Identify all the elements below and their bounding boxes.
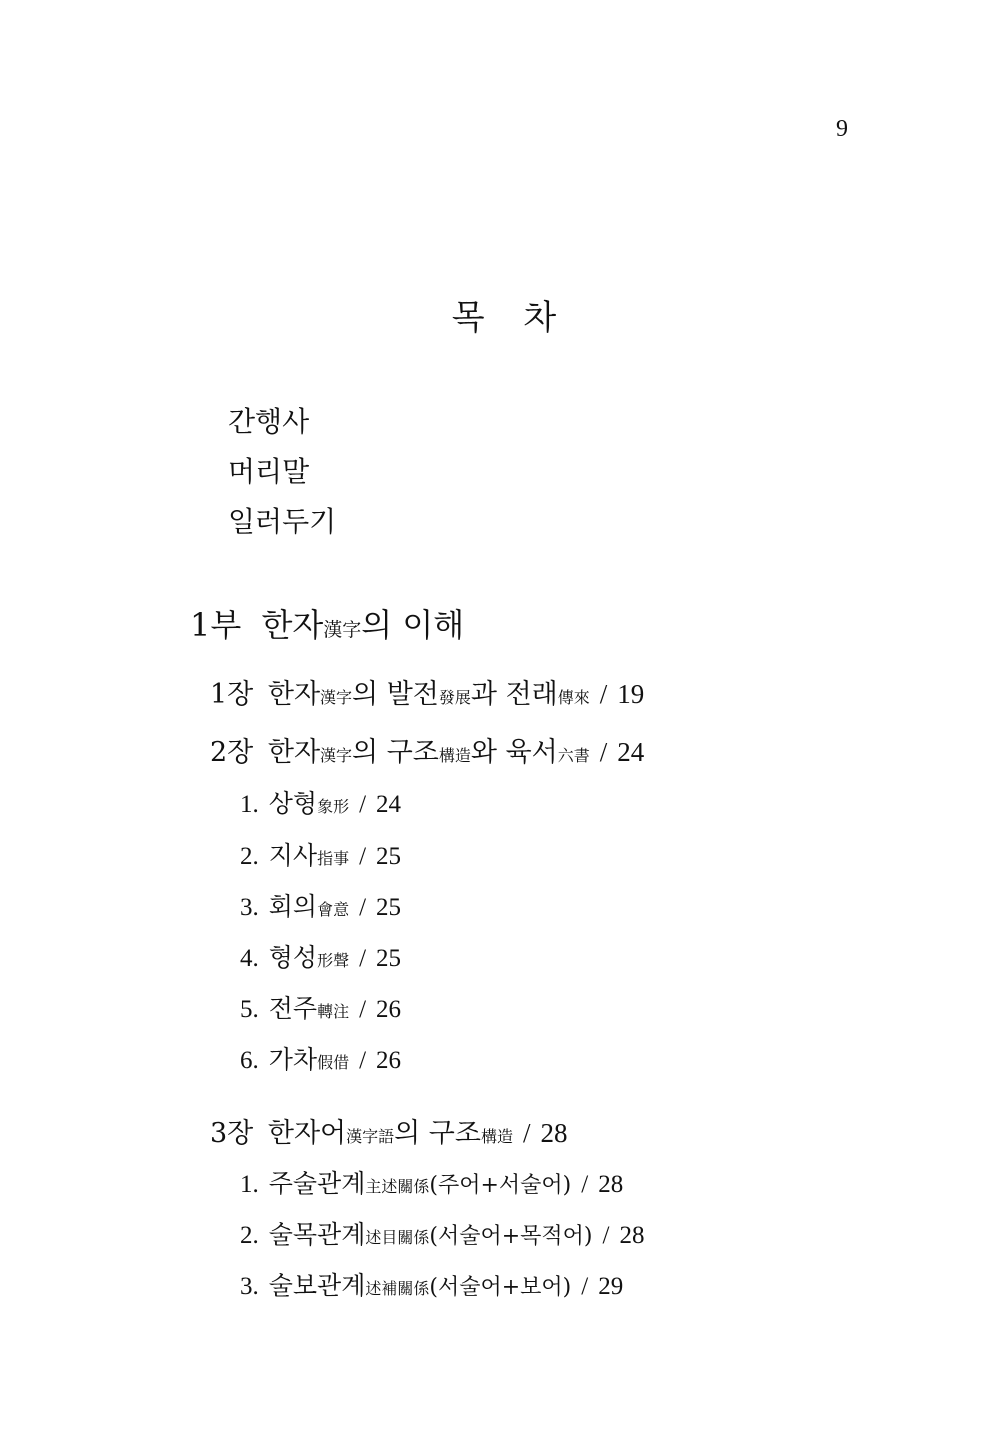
page-ref: 24 xyxy=(617,737,645,767)
page-ref: 28 xyxy=(598,1171,624,1198)
section-hanja: 假借 xyxy=(317,1053,350,1072)
chapter-title: 의 구조 xyxy=(352,737,439,768)
separator: / xyxy=(359,894,367,921)
page-ref: 19 xyxy=(617,679,645,709)
chapter-hanja: 漢字語 xyxy=(346,1127,395,1146)
section-title: 가차 xyxy=(268,1045,318,1074)
section-title: 술목관계 xyxy=(268,1220,366,1249)
section-entry[interactable] xyxy=(240,1266,623,1302)
section-hanja: 述補關係 xyxy=(365,1279,430,1298)
section-title: 전주 xyxy=(268,994,318,1023)
section-number: 3. xyxy=(240,894,259,921)
separator: / xyxy=(359,791,367,818)
chapter-entry[interactable] xyxy=(210,1111,568,1150)
chapter-hanja: 漢字 xyxy=(320,688,353,707)
section-entry[interactable] xyxy=(240,938,401,974)
part-title: 한자 xyxy=(261,606,324,644)
chapter-entry[interactable] xyxy=(210,672,644,711)
front-matter-item[interactable]: 머리말 xyxy=(228,455,310,488)
section-title: 주술관계 xyxy=(268,1169,366,1198)
page-ref: 25 xyxy=(376,945,402,972)
section-title: 상형 xyxy=(268,789,318,818)
chapter-title: 한자 xyxy=(267,679,321,710)
section-note: (서술어+보어) xyxy=(429,1275,572,1300)
section-note: (주어+서술어) xyxy=(429,1173,572,1198)
section-entry[interactable] xyxy=(240,1040,401,1076)
section-number: 6. xyxy=(240,1047,259,1074)
section-entry[interactable] xyxy=(240,887,401,923)
part-heading xyxy=(190,600,464,646)
part-label: 1부 xyxy=(190,606,242,644)
separator: / xyxy=(581,1273,589,1300)
page-ref: 24 xyxy=(376,791,402,818)
separator: / xyxy=(602,1222,610,1249)
section-hanja: 主述關係 xyxy=(365,1177,430,1196)
chapter-title: 의 구조 xyxy=(394,1118,481,1149)
page-number: 9 xyxy=(836,116,848,142)
section-title: 술보관계 xyxy=(268,1271,366,1300)
section-entry[interactable] xyxy=(240,836,401,872)
section-hanja: 轉注 xyxy=(317,1002,350,1021)
page-ref: 28 xyxy=(619,1222,645,1249)
part-hanja: 漢字 xyxy=(323,619,362,641)
chapter-title: 의 발전 xyxy=(352,679,439,710)
chapter-label: 2장 xyxy=(210,737,254,768)
chapter-hanja: 傳來 xyxy=(557,688,590,707)
separator: / xyxy=(599,737,608,767)
section-note: (서술어+목적어) xyxy=(429,1224,593,1249)
separator: / xyxy=(599,679,608,709)
part-suffix: 의 이해 xyxy=(361,606,465,644)
chapter-label: 3장 xyxy=(210,1118,254,1149)
section-hanja: 象形 xyxy=(317,797,350,816)
front-matter-item[interactable]: 일러두기 xyxy=(228,505,337,538)
page-ref: 25 xyxy=(376,894,402,921)
page-ref: 26 xyxy=(376,1047,402,1074)
page-ref: 29 xyxy=(598,1273,624,1300)
section-number: 2. xyxy=(240,1222,259,1249)
section-entry[interactable] xyxy=(240,784,401,820)
page-ref: 25 xyxy=(376,843,402,870)
page-ref: 28 xyxy=(540,1118,568,1148)
section-hanja: 會意 xyxy=(317,900,350,919)
section-entry[interactable] xyxy=(240,1215,644,1251)
section-number: 1. xyxy=(240,791,259,818)
section-entry[interactable] xyxy=(240,989,401,1025)
section-hanja: 形聲 xyxy=(317,951,350,970)
section-hanja: 指事 xyxy=(317,849,350,868)
chapter-hanja: 構造 xyxy=(438,746,471,765)
section-number: 1. xyxy=(240,1171,259,1198)
separator: / xyxy=(359,1047,367,1074)
section-title: 지사 xyxy=(268,841,318,870)
chapter-title: 한자 xyxy=(267,737,321,768)
section-number: 5. xyxy=(240,996,259,1023)
chapter-title: 한자어 xyxy=(267,1118,347,1149)
separator: / xyxy=(522,1118,531,1148)
chapter-entry[interactable] xyxy=(210,730,644,769)
section-hanja: 述目關係 xyxy=(365,1228,430,1247)
section-number: 2. xyxy=(240,843,259,870)
chapter-hanja: 漢字 xyxy=(320,746,353,765)
chapter-title: 와 육서 xyxy=(470,737,558,768)
section-title: 형성 xyxy=(268,943,318,972)
separator: / xyxy=(359,996,367,1023)
toc-title: 목 차 xyxy=(451,298,571,338)
section-entry[interactable] xyxy=(240,1164,623,1200)
separator: / xyxy=(359,843,367,870)
front-matter-item[interactable]: 간행사 xyxy=(228,405,310,438)
section-number: 4. xyxy=(240,945,259,972)
page-ref: 26 xyxy=(376,996,402,1023)
separator: / xyxy=(581,1171,589,1198)
chapter-label: 1장 xyxy=(210,679,254,710)
separator: / xyxy=(359,945,367,972)
section-title: 회의 xyxy=(268,892,318,921)
chapter-hanja: 六書 xyxy=(557,746,590,765)
chapter-hanja: 發展 xyxy=(438,688,471,707)
chapter-hanja: 構造 xyxy=(480,1127,513,1146)
chapter-title: 과 전래 xyxy=(470,679,558,710)
section-number: 3. xyxy=(240,1273,259,1300)
